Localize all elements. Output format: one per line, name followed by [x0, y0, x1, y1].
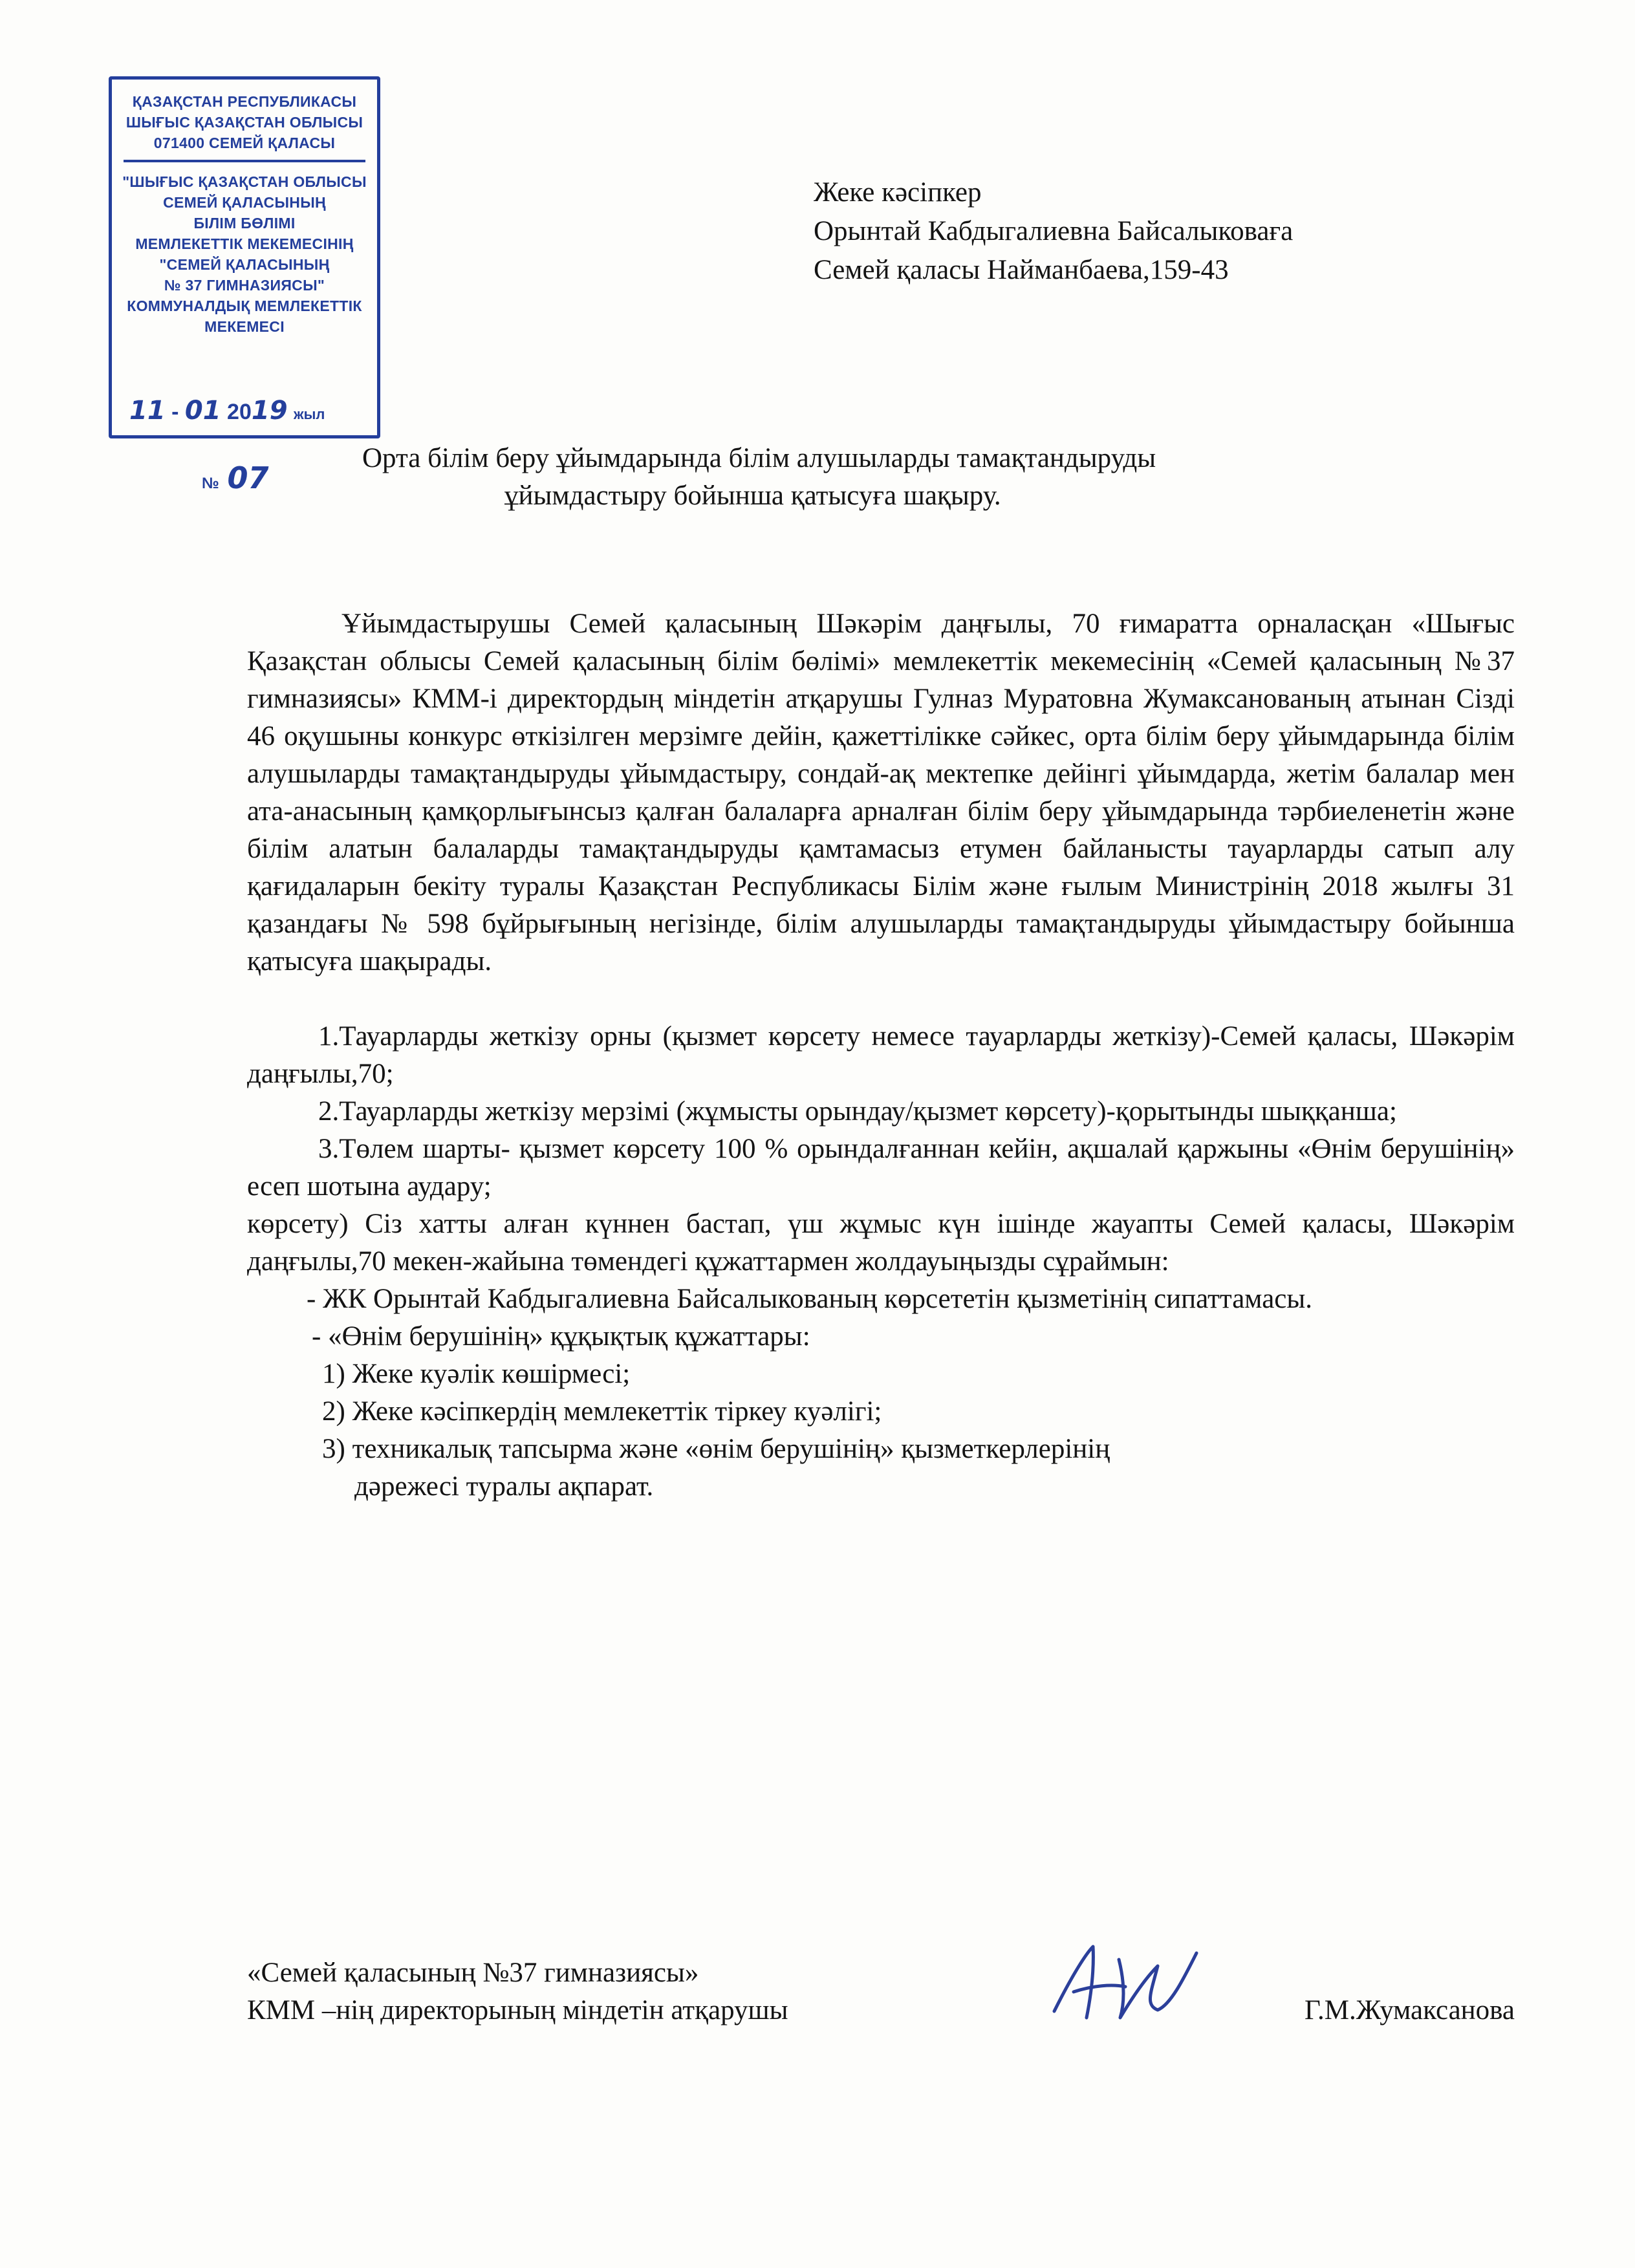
signer-position: КММ –нің директорының міндетін атқарушы — [247, 1995, 788, 2025]
requirement-item: - ЖК Орынтай Кабдыгалиевна Байсалыкованың көрсететін қызметінің сипаттамасы. — [307, 1284, 1313, 1314]
addressee-line: Жеке кәсіпкер — [814, 177, 982, 208]
addressee-line: Орынтай Кабдыгалиевна Байсалыковаға — [814, 216, 1294, 246]
stamp-org-line: МЕМЛЕКЕТТІК МЕКЕМЕСІНІҢ — [135, 235, 354, 252]
stamp-org-line: "ШЫҒЫС ҚАЗАҚСТАН ОБЛЫСЫ — [122, 173, 367, 190]
stamp-date-year-suffix: 19 — [251, 396, 288, 426]
letter-body — [247, 605, 1515, 1506]
request-paragraph: көрсету) Сіз хатты алған күннен бастап, үш жұмыс күн ішінде жауапты Семей қаласы, Шәкәрім даңғылы,70 мекен-жайына төмендегі құжаттармен жолдауыңызды сұраймын: — [247, 1209, 1515, 1277]
stamp-date-word: жыл — [293, 406, 325, 422]
condition-item: 3.Төлем шарты- қызмет көрсету 100 % орындалғаннан кейін, ақшалай қаржыны «Өнім берушінің» есеп шотына аудару; — [247, 1134, 1515, 1202]
stamp-header-line: 071400 СЕМЕЙ ҚАЛАСЫ — [153, 135, 336, 151]
stamp-org-line: "СЕМЕЙ ҚАЛАСЫНЫҢ — [159, 256, 330, 273]
official-stamp — [109, 76, 380, 438]
handwritten-signature — [1048, 1934, 1203, 2031]
subject-line: Орта білім беру ұйымдарында білім алушыларды тамақтандыруды — [362, 443, 1156, 473]
stamp-divider — [124, 160, 365, 162]
stamp-date-day: 11 — [129, 396, 166, 426]
stamp-date: 11 - 01 2019 жыл — [129, 396, 325, 426]
stamp-org-line: № 37 ГИМНАЗИЯСЫ" — [164, 277, 325, 294]
stamp-number-label: № — [202, 475, 219, 492]
stamp-date-month: 01 — [184, 396, 221, 426]
signer-name: Г.М.Жумаксанова — [1305, 1995, 1515, 2025]
condition-item: 1.Тауарларды жеткізу орны (қызмет көрсету немесе тауарларды жеткізу)-Семей қаласы, Шәкәрім даңғылы,70; — [247, 1021, 1515, 1089]
signature-block — [247, 1954, 1515, 2029]
subject-heading — [362, 440, 1475, 515]
condition-item: 2.Тауарларды жеткізу мерзімі (жұмысты орындау/қызмет көрсету)-қорытынды шыққанша; — [318, 1096, 1397, 1127]
stamp-org-line: МЕКЕМЕСІ — [204, 318, 285, 335]
signer-organization: «Семей қаласының №37 гимназиясы» — [247, 1958, 699, 1988]
stamp-header-line: ҚАЗАҚСТАН РЕСПУБЛИКАСЫ — [132, 93, 357, 110]
stamp-number-value: 07 — [227, 460, 269, 495]
intro-paragraph: Ұйымдастырушы Семей қаласының Шәкәрім даңғылы, 70 ғимаратта орналасқан «Шығыс Қазақстан облысы Семей қаласының білім бөлімі» мемлекеттік мекемесінің «Семей қаласының №37 гимназиясы» КММ-і директордың міндетін атқарушы Гулназ Муратовна Жумаксанованың атынан Сізді 46 оқушыны конкурс өткізілген мерзімге дейін, қажеттілікке сәйкес, орта білім беру ұйымдарында білім алушыларды тамақтандыруды ұйымдастыру, сондай-ақ мектепке дейінгі ұйымдарда, жетім балалар мен ата-анасының қамқорлығынсыз қалған балаларға арналған білім беру ұйымдарында тәрбиеленетін және білім алатын балаларды тамақтандыруды қамтамасыз етумен байланысты тауарларды сатып алу қағидаларын бекіту туралы Қазақстан Республикасы Білім және ғылым Министрінің 2018 жылғы 31 қазандағы № 598 бұйрығының негізінде, білім алушыларды тамақтандыруды ұйымдастыру бойынша қатысуға шақырады. — [247, 609, 1515, 977]
stamp-number — [202, 460, 268, 495]
document-item-continuation: дәрежесі туралы ақпарат. — [354, 1471, 654, 1502]
subject-line: ұйымдастыру бойынша қатысуға шақыру. — [504, 481, 1001, 511]
addressee-block — [814, 173, 1293, 290]
addressee-line: Семей қаласы Найманбаева,159-43 — [814, 255, 1229, 285]
stamp-org-line: СЕМЕЙ ҚАЛАСЫНЫҢ — [163, 194, 326, 211]
stamp-org-line: БІЛІМ БӨЛІМІ — [193, 215, 296, 232]
requirement-item: - «Өнім берушінің» құқықтық құжаттары: — [312, 1321, 810, 1352]
stamp-date-year-prefix: 20 — [227, 400, 252, 424]
document-item: 1) Жеке куәлік көшірмесі; — [322, 1359, 631, 1389]
stamp-org-line: КОММУНАЛДЫҚ МЕМЛЕКЕТТІК — [127, 297, 362, 314]
stamp-header-line: ШЫҒЫС ҚАЗАҚСТАН ОБЛЫСЫ — [125, 114, 363, 131]
document-item: 3) техникалық тапсырма және «өнім берушінің» қызметкерлерінің — [322, 1434, 1110, 1464]
document-item: 2) Жеке кәсіпкердің мемлекеттік тіркеу куәлігі; — [322, 1396, 882, 1427]
